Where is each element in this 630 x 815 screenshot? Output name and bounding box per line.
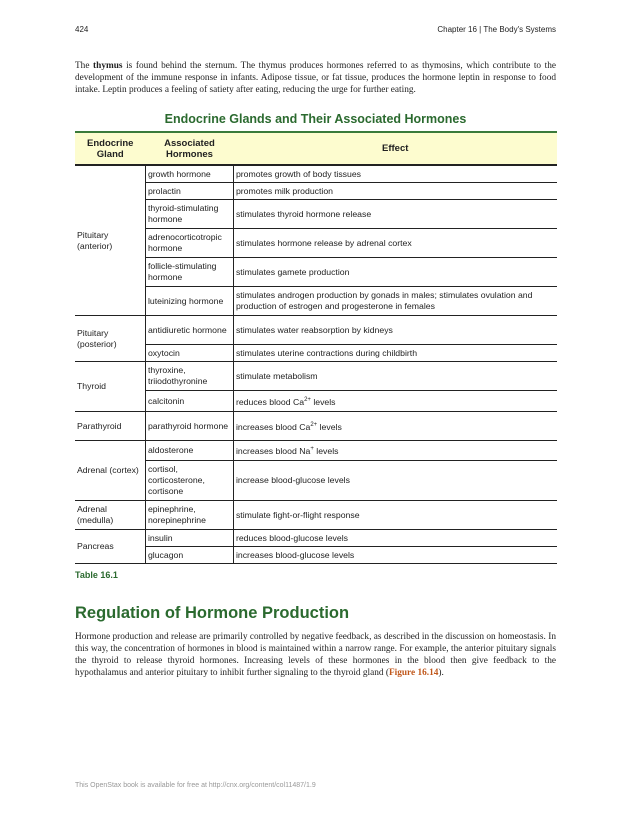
- table-row: [75, 390, 557, 411]
- table-title: Endocrine Glands and Their Associated Hormones: [164, 112, 467, 126]
- hormone-cell: glucagon: [145, 546, 233, 563]
- effect-cell: [233, 440, 557, 460]
- hormone-cell: insulin: [145, 529, 233, 546]
- section-text-end: ).: [438, 668, 444, 678]
- header-effect: Effect: [233, 132, 557, 165]
- effect-cell: stimulates uterine contractions during childbirth: [233, 344, 557, 361]
- hormone-cell: antidiuretic hormone: [145, 315, 233, 344]
- effect-cell: stimulates hormone release by adrenal cortex: [233, 228, 557, 257]
- figure-link[interactable]: Figure 16.14: [388, 668, 439, 678]
- gland-cell: Parathyroid: [75, 411, 145, 440]
- table-row: [75, 344, 557, 361]
- effect-cell: stimulates water reabsorption by kidneys: [233, 315, 557, 344]
- table-row: [75, 546, 557, 563]
- hormones-table: [75, 131, 557, 564]
- header-hormones: Associated Hormones: [145, 132, 233, 165]
- hormone-cell: cortisol, corticosterone, cortisone: [145, 460, 233, 500]
- intro-bold-term: thymus: [93, 61, 123, 71]
- hormone-cell: calcitonin: [145, 390, 233, 411]
- hormone-cell: prolactin: [145, 182, 233, 199]
- gland-cell: Adrenal (cortex): [75, 440, 145, 500]
- table-row: [75, 500, 557, 529]
- header-gland: Endocrine Gland: [75, 132, 145, 165]
- gland-cell: Adrenal (medulla): [75, 500, 145, 529]
- table-row: [75, 228, 557, 257]
- effect-cell: stimulates androgen production by gonads in males; stimulates ovulation and production of estrogen and progesterone in females: [233, 286, 557, 315]
- section-title: Regulation of Hormone Production: [75, 604, 350, 622]
- table-row: [75, 460, 557, 500]
- effect-text: increases blood Ca: [235, 421, 311, 432]
- gland-cell: Pituitary (anterior): [75, 165, 145, 315]
- hormone-cell: parathyroid hormone: [145, 411, 233, 440]
- section-paragraph: [75, 631, 556, 679]
- ion-charge: +: [310, 446, 314, 453]
- table-caption: Table 16.1: [75, 570, 118, 580]
- table-row: [75, 440, 557, 460]
- table-row: [75, 257, 557, 286]
- intro-text-start: The: [75, 61, 94, 71]
- effect-cell: stimulates thyroid hormone release: [233, 199, 557, 228]
- effect-cell: stimulate metabolism: [233, 361, 557, 390]
- effect-text: reduces blood Ca: [235, 396, 305, 407]
- effect-cell: stimulate fight-or-flight response: [233, 500, 557, 529]
- effect-cell: promotes milk production: [233, 182, 557, 199]
- intro-paragraph: [75, 60, 556, 96]
- table-row: [75, 315, 557, 344]
- effect-text-end: levels: [313, 445, 339, 456]
- effect-text-end: levels: [317, 421, 342, 432]
- table-row: [75, 165, 557, 182]
- hormone-cell: luteinizing hormone: [145, 286, 233, 315]
- hormone-cell: oxytocin: [145, 344, 233, 361]
- gland-cell: Thyroid: [75, 361, 145, 411]
- hormone-cell: thyroxine, triiodothyronine: [145, 361, 233, 390]
- hormone-cell: growth hormone: [145, 165, 233, 182]
- hormone-cell: aldosterone: [145, 440, 233, 460]
- table-body: [75, 165, 557, 563]
- chapter-title: Chapter 16 | The Body's Systems: [437, 25, 556, 34]
- effect-text: increases blood Na: [235, 445, 311, 456]
- hormone-cell: epinephrine, norepinephrine: [145, 500, 233, 529]
- hormone-cell: follicle-stimulating hormone: [145, 257, 233, 286]
- effect-cell: promotes growth of body tissues: [233, 165, 557, 182]
- effect-cell: stimulates gamete production: [233, 257, 557, 286]
- effect-cell: [233, 411, 557, 440]
- page-footer: This OpenStax book is available for free at http://cnx.org/content/col11487/1.9: [75, 782, 316, 789]
- table-row: [75, 411, 557, 440]
- ion-charge: 2+: [310, 421, 318, 428]
- effect-cell: increases blood-glucose levels: [233, 546, 557, 563]
- section-text: Hormone production and release are primarily controlled by negative feedback, as described in the discussion on homeostasis. In this way, the concentration of hormones in blood is maintained within a narrow range. For example, the anterior pituitary signals the thyroid to release thyroid hormones. Increasing levels of these hormones in the blood then give feedback to the hypothalamus and anterior pituitary to inhibit further signaling to the thyroid gland (: [75, 632, 556, 678]
- effect-cell: increase blood-glucose levels: [233, 460, 557, 500]
- ion-charge: 2+: [304, 396, 311, 403]
- table-row: [75, 286, 557, 315]
- gland-cell: Pancreas: [75, 529, 145, 563]
- table-header-row: [75, 132, 557, 165]
- hormone-cell: adrenocorticotropic hormone: [145, 228, 233, 257]
- table-row: [75, 182, 557, 199]
- table-row: [75, 529, 557, 546]
- table-row: [75, 199, 557, 228]
- effect-text-end: levels: [310, 396, 336, 407]
- hormone-cell: thyroid-stimulating hormone: [145, 199, 233, 228]
- effect-cell: reduces blood-glucose levels: [233, 529, 557, 546]
- table-row: [75, 361, 557, 390]
- gland-cell: Pituitary (posterior): [75, 315, 145, 361]
- effect-cell: [233, 390, 557, 411]
- page-number: 424: [75, 25, 89, 34]
- intro-text-rest: is found behind the sternum. The thymus produces hormones referred to as thymosins, which contribute to the development of the immune response in infants. Adipose tissue, or fat tissue, produces the hormone leptin in response to food intake. Leptin produces a feeling of satiety after eating, reducing the urge for further eating.: [75, 61, 557, 95]
